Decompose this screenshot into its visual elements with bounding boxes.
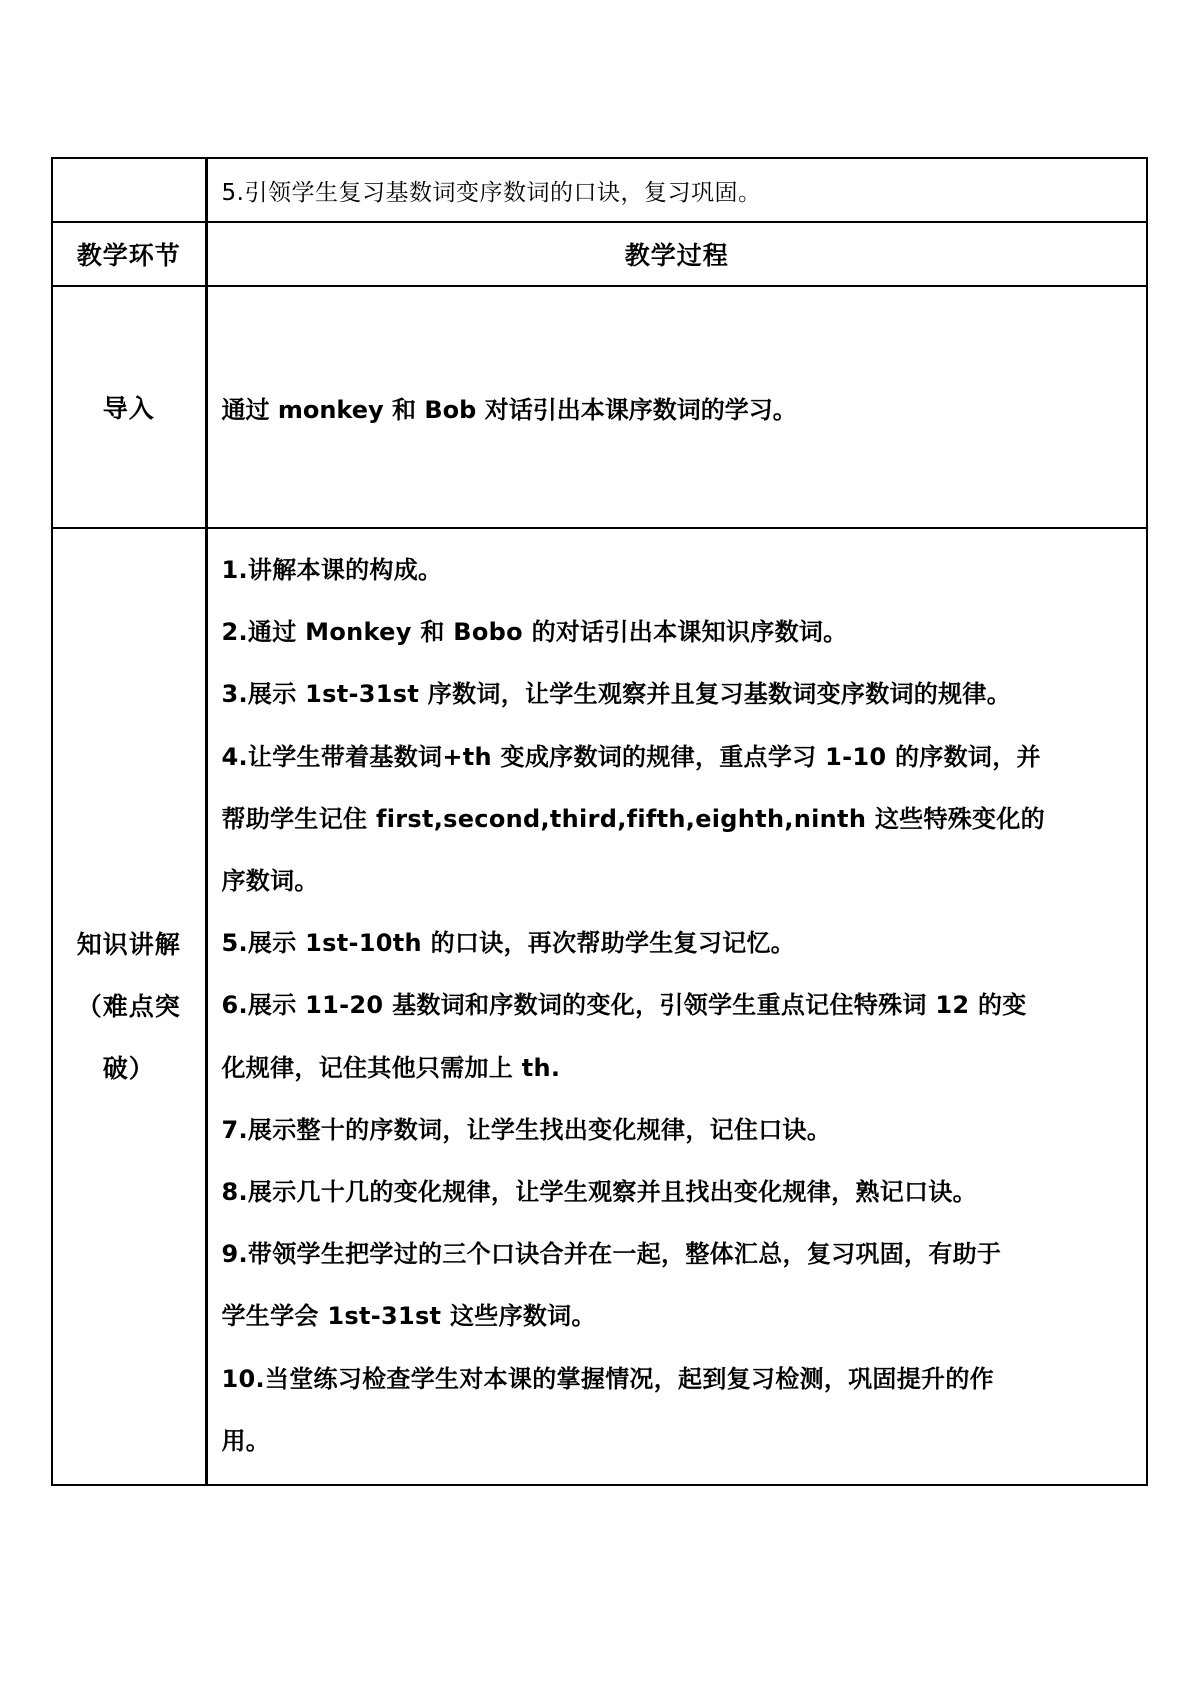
header-stage-cell [52, 222, 206, 286]
continuation-left-cell [52, 158, 206, 222]
intro-content-cell [206, 286, 1147, 528]
header-stage-label: 教学环节 [76, 241, 181, 270]
continuation-right-cell [206, 158, 1147, 222]
knowledge-label [53, 914, 205, 1100]
list-item: 5.展示 1st-10th 的口诀，再次帮助学生复习记忆。 [221, 929, 796, 958]
list-item: 3.展示 1st-31st 序数词，让学生观察并且复习基数词变序数词的规律。 [221, 680, 1011, 709]
list-item: 7.展示整十的序数词，让学生找出变化规律，记住口诀。 [221, 1115, 832, 1144]
list-item: 用。 [221, 1426, 271, 1455]
list-item: 1.讲解本课的构成。 [221, 556, 443, 584]
list-item: 2.通过 Monkey 和 Bobo 的对话引出本课知识序数词。 [221, 618, 848, 647]
list-item: 化规律，记住其他只需加上 th. [221, 1053, 561, 1082]
knowledge-label-line: 知识讲解 [76, 929, 181, 959]
knowledge-list [208, 529, 1147, 1484]
knowledge-content-cell [206, 528, 1147, 1485]
list-item: 序数词。 [221, 867, 319, 896]
table-header-row [52, 222, 1147, 286]
list-item: 6.展示 11-20 基数词和序数词的变化，引领学生重点记住特殊词 12 的变 [221, 991, 1027, 1020]
continuation-text: 5.引领学生复习基数词变序数词的口诀，复习巩固。 [221, 179, 762, 206]
list-item: 10.当堂练习检查学生对本课的掌握情况，起到复习检测，巩固提升的作 [221, 1364, 994, 1393]
intro-label: 导入 [102, 394, 155, 423]
knowledge-label-line: （难点突 [76, 991, 181, 1021]
knowledge-label-line: 破） [102, 1053, 155, 1083]
header-process-label: 教学过程 [624, 241, 729, 270]
table-row-knowledge [52, 528, 1147, 1485]
table-row-intro [52, 286, 1147, 528]
list-item: 4.让学生带着基数词+th 变成序数词的规律，重点学习 1-10 的序数词，并 [221, 742, 1041, 771]
list-item: 帮助学生记住 first,second,third,fifth,eighth,ninth 这些特殊变化的 [221, 804, 1045, 833]
list-item: 8.展示几十几的变化规律，让学生观察并且找出变化规律，熟记口诀。 [221, 1178, 977, 1207]
table-row-continuation [52, 158, 1147, 222]
intro-content: 通过 monkey 和 Bob 对话引出本课序数词的学习。 [221, 395, 797, 424]
knowledge-label-cell [52, 528, 206, 1485]
intro-label-cell [52, 286, 206, 528]
list-item: 9.带领学生把学过的三个口诀合并在一起，整体汇总，复习巩固，有助于 [221, 1240, 1002, 1269]
header-process-cell [206, 222, 1147, 286]
lesson-plan-table [51, 157, 1148, 1486]
list-item: 学生学会 1st-31st 这些序数词。 [221, 1302, 596, 1331]
